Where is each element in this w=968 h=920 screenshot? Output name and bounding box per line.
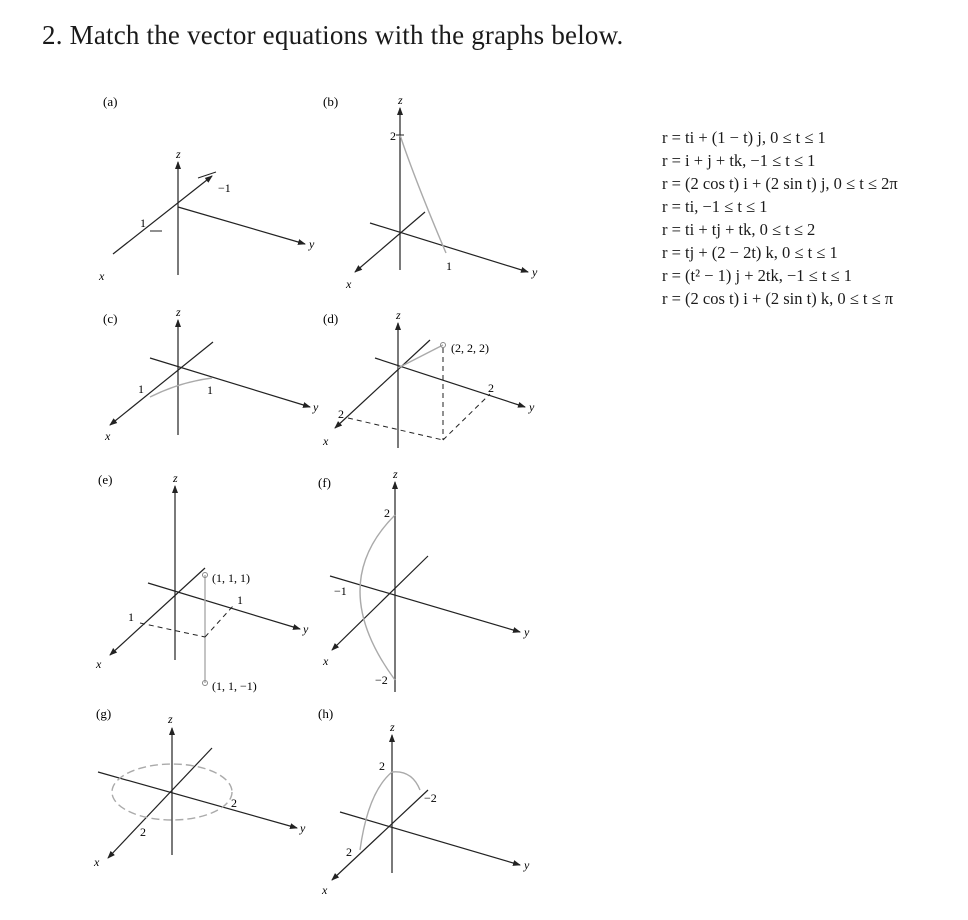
graph-a-y-label: y [309,237,315,251]
equation: r = ti + (1 − t) j, 0 ≤ t ≤ 1 [662,128,826,147]
graph-a-annotation: 1 [140,216,146,230]
graph-e-x-label: x [96,657,102,671]
graph-a-z-label: z [176,147,181,161]
graph-e-annotation: 1 [128,610,134,624]
equation: r = (t² − 1) j + 2tk, −1 ≤ t ≤ 1 [662,266,852,285]
graph-d-label: (d) [323,311,339,326]
graph-g-annotation: 2 [231,796,237,810]
graph-e-annotation: 1 [237,593,243,607]
graph-g [93,706,306,869]
graph-c-label: (c) [103,311,118,326]
graph-b-annotation: 1 [446,259,452,273]
graph-b [323,93,538,291]
graph-h-annotation: 2 [379,759,385,773]
graph-g-annotation: 2 [140,825,146,839]
graph-c-z-label: z [176,305,181,319]
graph-f-annotation: −1 [334,584,347,598]
graph-h-annotation: −2 [424,791,437,805]
graph-b-z-label: z [398,93,403,107]
graph-a-annotation: −1 [218,181,231,195]
graph-f-annotation: −2 [375,673,388,687]
graph-d-annotation: 2 [338,407,344,421]
graph-e-y-label: y [303,622,309,636]
graph-b-x-label: x [346,277,352,291]
graph-f-label: (f) [318,475,331,490]
equation-list [662,126,898,310]
graph-f-z-label: z [393,467,398,481]
graph-b-label: (b) [323,94,339,109]
graph-h [318,706,530,897]
graph-h-z-label: z [390,720,395,734]
graph-h-x-label: x [322,883,328,897]
equation: r = (2 cos t) i + (2 sin t) j, 0 ≤ t ≤ 2π [662,174,898,193]
graph-c-annotation: 1 [138,382,144,396]
problem-number: 2. [42,20,63,50]
graph-f [318,467,530,692]
graph-g-x-label: x [94,855,100,869]
equation: r = (2 cos t) i + (2 sin t) k, 0 ≤ t ≤ π [662,289,894,308]
graph-c-annotation: 1 [207,383,213,397]
graph-e [95,471,309,693]
graph-c-y-label: y [313,400,319,414]
graph-e-z-label: z [173,471,178,485]
graph-f-annotation: 2 [384,506,390,520]
graph-a [98,94,315,283]
graph-d-z-label: z [396,308,401,322]
equation: r = ti, −1 ≤ t ≤ 1 [662,197,768,216]
graph-d [322,308,535,448]
equation: r = tj + (2 − 2t) k, 0 ≤ t ≤ 1 [662,243,838,262]
graph-c [103,305,319,443]
graph-a-x-label: x [99,269,105,283]
graph-d-y-label: y [529,400,535,414]
graph-d-annotation: (2, 2, 2) [451,341,489,355]
graph-e-label: (e) [98,472,113,487]
equation: r = i + j + tk, −1 ≤ t ≤ 1 [662,151,816,170]
graph-f-x-label: x [323,654,329,668]
graph-d-x-label: x [323,434,329,448]
graph-d-annotation: 2 [488,381,494,395]
graph-e-annotation: (1, 1, 1) [212,571,250,585]
graph-f-y-label: y [524,625,530,639]
graph-b-y-label: y [532,265,538,279]
graph-h-y-label: y [524,858,530,872]
graph-b-annotation: 2 [390,129,396,143]
graph-h-label: (h) [318,706,334,721]
graph-g-y-label: y [300,821,306,835]
graph-e-annotation: (1, 1, −1) [212,679,257,693]
graph-g-label: (g) [96,706,112,721]
equation: r = ti + tj + tk, 0 ≤ t ≤ 2 [662,220,816,239]
graph-a-label: (a) [103,94,118,109]
graph-g-z-label: z [168,712,173,726]
graph-h-annotation: 2 [346,845,352,859]
graph-c-x-label: x [105,429,111,443]
problem-text: Match the vector equations with the graphs below. [69,20,624,50]
